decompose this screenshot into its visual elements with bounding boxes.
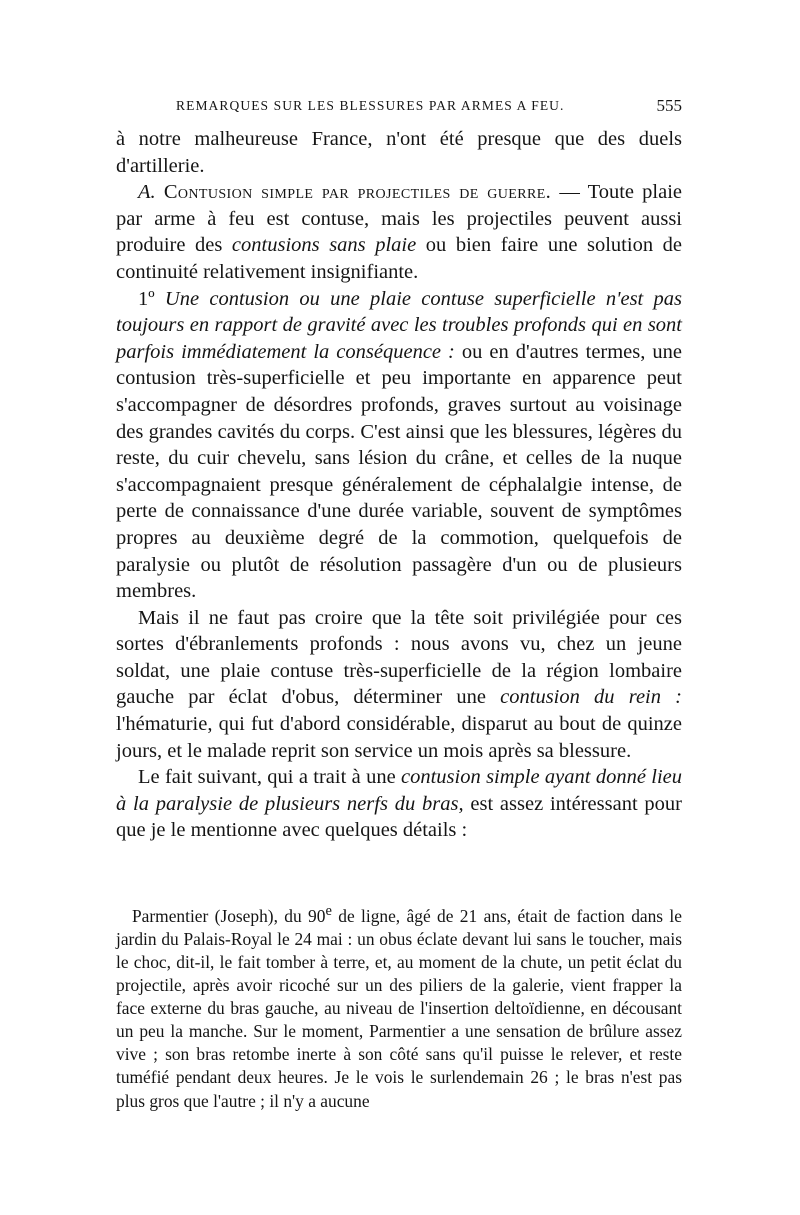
case-text: Parmentier (Joseph), du 90 — [132, 905, 326, 926]
emphasis-text: contusion simple ayant donné lieu à la paralysie de plusieurs nerfs du bras, — [116, 766, 682, 815]
running-head-title: REMARQUES SUR LES BLESSURES PAR ARMES A FEU. — [176, 98, 565, 113]
running-head — [176, 96, 682, 118]
paragraph-continuation: à notre malheureuse France, n'ont été presque que des duels d'artillerie. — [116, 128, 682, 177]
page-number: 555 — [656, 96, 682, 115]
emphasis-text: contusion du rein : — [500, 686, 682, 709]
point-number: 1º — [138, 287, 155, 310]
paragraph-kidney — [116, 605, 682, 765]
main-text — [116, 126, 682, 844]
paragraph-contusion-heading — [116, 179, 682, 285]
superscript: e — [325, 903, 332, 919]
paragraph-text: ou bien faire une solution de continuité relativement insignifiante. — [116, 234, 682, 283]
paragraph-text: ou en d'autres termes, une contusion très-superficielle et peu importante en apparence peut s'accompagner de désordres profonds, graves surtout au voisinage des grandes cavités du corps. C'est ainsi que les blessures, légères du reste, du cuir chevelu, sans lésion du crâne, et celles de la nuque s'accompagnaient presque généralement de céphalalgie intense, de perte de connaissance d'une durée variable, souvent de symptômes propres au deuxième degré de la commotion, quelquefois de paralysie ou plutôt de résolution passagère d'un ou de plusieurs membres. — [116, 340, 682, 603]
paragraph-following-case — [116, 764, 682, 844]
section-heading: Contusion simple par projectiles de guerre. — [163, 181, 552, 204]
paragraph-point-1 — [116, 286, 682, 605]
case-text: de ligne, âgé de 21 ans, était de faction dans le jardin du Palais-Royal le 24 mai : un obus éclate devant lui sans le toucher, mais le choc, dit-il, le fait tomber à terre, et, au moment de la chute, un petit éclat du projectile, après avoir ricoché sur un des piliers de la galerie, vient frapper la face externe du bras gauche, au niveau de l'insertion deltoïdienne, en décousant un peu la manche. Sur le moment, Parmentier a une sensation de brûlure assez vive ; son bras retombe inerte à son côté sans qu'il puisse le relever, et reste tuméfié pendant deux heures. Je le vois le surlendemain 26 ; le bras n'est pas plus gros que l'autre ; il n'y a aucune — [116, 905, 682, 1111]
heading-dash: — — [551, 181, 588, 204]
case-paragraph — [116, 900, 682, 1113]
paragraph-text: est assez intéressant pour que je le mentionne avec quelques détails : — [116, 792, 682, 842]
emphasis-text: contusions sans plaie — [231, 234, 417, 257]
emphasis-text: Une contusion ou une plaie contuse superficielle n'est pas toujours en rapport de gravité avec les troubles profonds qui en sont parfois immédiatement la conséquence : — [116, 287, 683, 363]
section-label: A. — [138, 181, 156, 204]
paragraph-text: Mais il ne faut pas croire que la tête soit privilégiée pour ces sortes d'ébranlements profonds : nous avons vu, chez un jeune soldat, une plaie contuse très-superficielle de la région lombaire gauche par éclat d'obus, déterminer une — [116, 606, 682, 709]
case-report — [116, 900, 682, 1113]
paragraph-text: Toute plaie par arme à feu est contuse, mais les projectiles peuvent aussi produire des — [116, 181, 682, 257]
paragraph-text: Le fait suivant, qui a trait à une — [138, 766, 402, 789]
paragraph-text: l'hématurie, qui fut d'abord considérable, disparut au bout de quinze jours, et le malade reprit son service un mois après sa blessure. — [116, 713, 682, 762]
